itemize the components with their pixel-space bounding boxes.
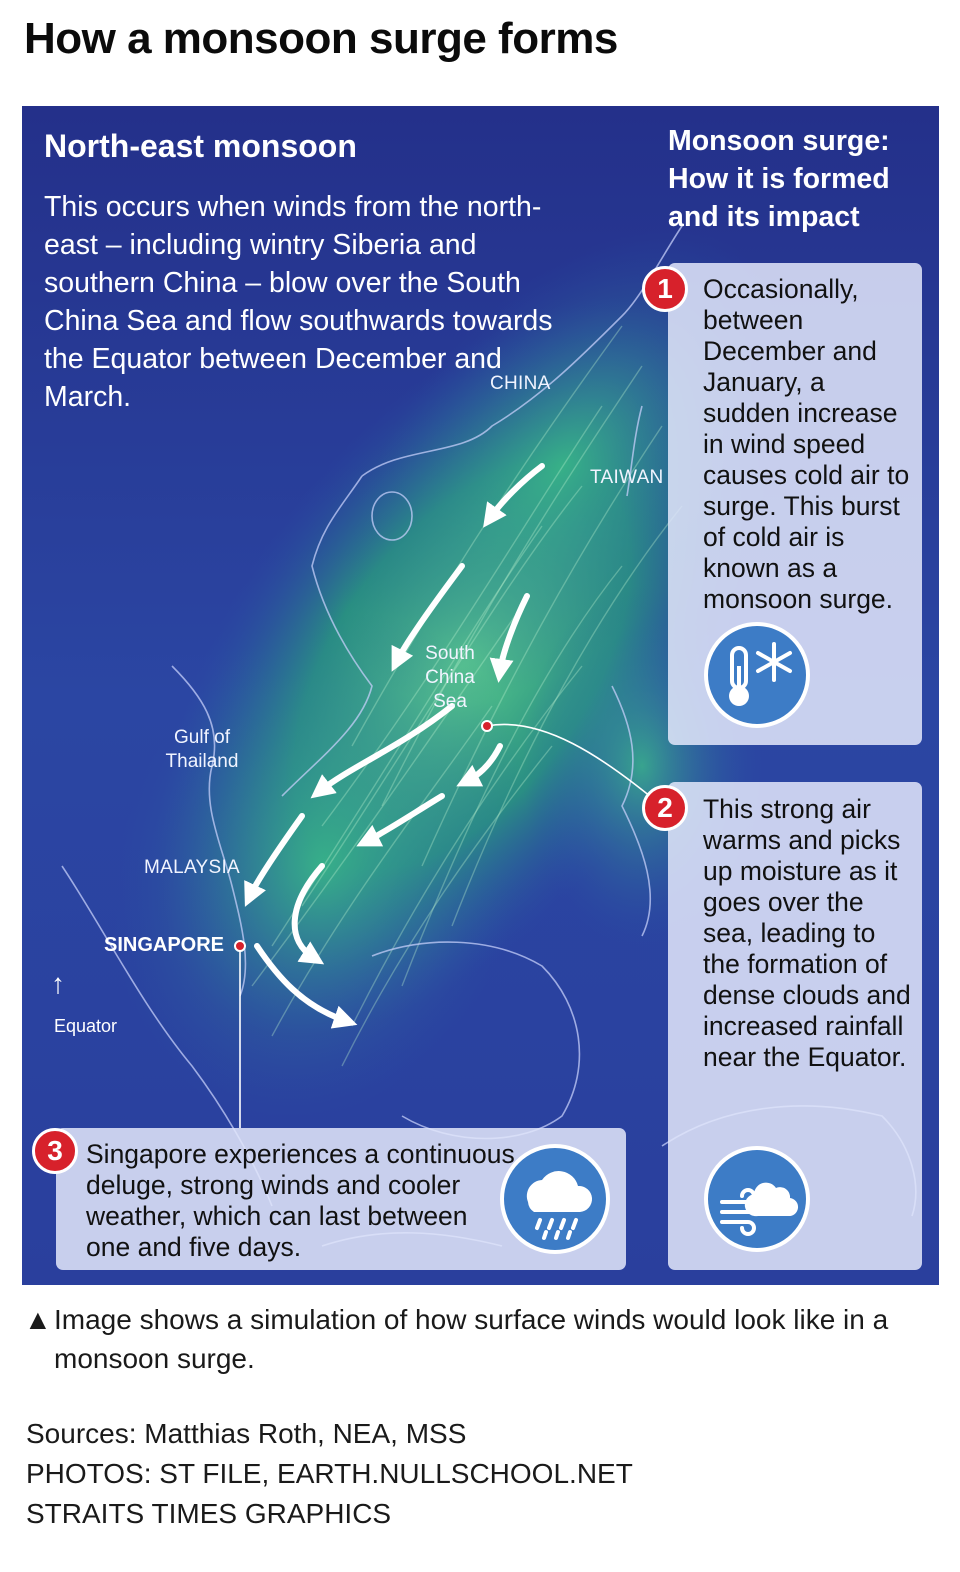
label-malaysia: MALAYSIA xyxy=(144,857,241,878)
north-east-monsoon-description: This occurs when winds from the north-east – including wintry Siberia and southern China – blow over the South China Sea and flow southwards towards the Equator between December and March. xyxy=(44,191,553,413)
step-3-badge: 3 xyxy=(32,1128,78,1174)
monsoon-surge-heading: Monsoon surge: How it is formed and its impact xyxy=(668,125,890,233)
label-gulf-of-thailand: Gulf of Thailand xyxy=(165,727,239,772)
label-china: CHINA xyxy=(490,373,551,394)
label-equator: Equator xyxy=(54,1016,118,1036)
step-2-text: This strong air warms and picks up moisture as it goes over the sea, leading to the formation of dense clouds and increased rainfall near the Equator. xyxy=(703,794,911,1072)
wind-map xyxy=(22,106,939,1285)
wind-cloud-icon xyxy=(704,1146,810,1252)
step-2-badge: 2 xyxy=(642,785,688,831)
step-1-badge: 1 xyxy=(642,266,688,312)
caption-text: Image shows a simulation of how surface winds would look like in a monsoon surge. xyxy=(54,1304,889,1374)
step-1-text: Occasionally, between December and January, a sudden increase in wind speed causes cold air to surge. This burst of cold air is known as a monsoon surge. xyxy=(703,274,910,614)
graphics-credit-line: STRAITS TIMES GRAPHICS xyxy=(26,1498,392,1529)
north-east-monsoon-heading: North-east monsoon xyxy=(44,128,357,164)
label-singapore: SINGAPORE xyxy=(104,934,225,956)
label-taiwan: TAIWAN xyxy=(590,467,664,488)
sources-line: Sources: Matthias Roth, NEA, MSS xyxy=(26,1418,467,1449)
page-title: How a monsoon surge forms xyxy=(24,14,618,63)
image-caption xyxy=(24,1300,904,1378)
label-south-china-sea: South China Sea xyxy=(425,643,475,712)
step-3-text: Singapore experiences a continuous deluge, strong winds and cooler weather, which can last between one and five days. xyxy=(86,1139,515,1262)
equator-arrow-icon: ↑ xyxy=(51,968,65,999)
thermometer-snowflake-icon xyxy=(704,622,810,728)
triangle-icon: ▲ xyxy=(24,1304,52,1335)
rain-cloud-icon xyxy=(500,1144,610,1254)
photo-credit-line: PHOTOS: ST FILE, EARTH.NULLSCHOOL.NET xyxy=(26,1458,633,1489)
